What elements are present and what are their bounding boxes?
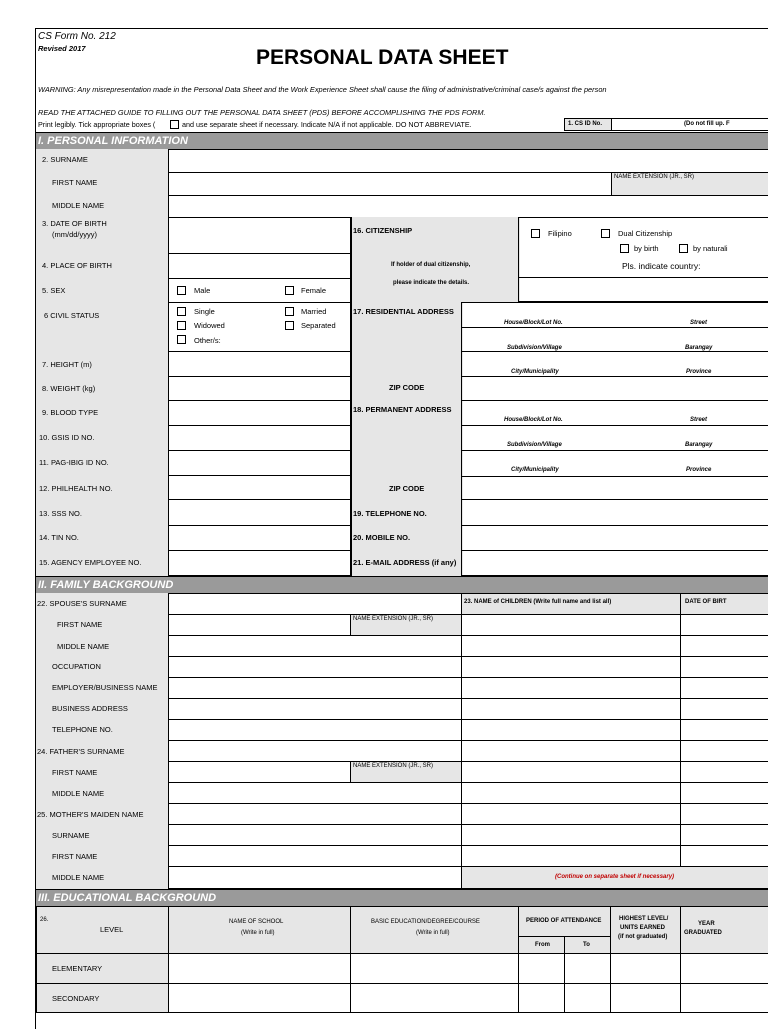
by-birth-checkbox[interactable] xyxy=(620,244,629,253)
sss-field[interactable] xyxy=(168,499,351,526)
mother-maiden-label: 25. MOTHER'S MAIDEN NAME xyxy=(37,810,144,819)
mother-first-name-field[interactable] xyxy=(168,845,462,867)
separated-checkbox[interactable] xyxy=(285,321,294,330)
child-dob-field[interactable] xyxy=(680,698,768,720)
child-dob-field[interactable] xyxy=(680,656,768,678)
child-name-field[interactable] xyxy=(461,824,681,846)
male-label: Male xyxy=(194,286,211,295)
civil-status-label-bg xyxy=(36,302,168,351)
dob-format: (mm/dd/yyyy) xyxy=(52,230,97,239)
child-dob-field[interactable] xyxy=(680,782,768,804)
gsis-field[interactable] xyxy=(168,425,351,451)
edu-to-header: To xyxy=(564,936,611,954)
perm-province-caption: Province xyxy=(686,467,712,473)
business-address-field[interactable] xyxy=(168,698,462,720)
child-name-field[interactable] xyxy=(461,635,681,657)
perm-city-caption: City/Municipality xyxy=(511,467,559,473)
residential-address-label: 17. RESIDENTIAL ADDRESS xyxy=(353,307,454,316)
civil-status-label: 6 CIVIL STATUS xyxy=(44,311,100,320)
pob-label: 4. PLACE OF BIRTH xyxy=(42,261,112,270)
edu-period-header: PERIOD OF ATTENDANCE xyxy=(518,906,611,937)
edu-row-elementary-label: ELEMENTARY xyxy=(36,953,169,984)
mother-maiden-field[interactable] xyxy=(168,803,462,825)
widowed-checkbox[interactable] xyxy=(177,321,186,330)
child-name-field[interactable] xyxy=(461,656,681,678)
spouse-surname-field[interactable] xyxy=(168,593,462,615)
spouse-middle-name-label: MIDDLE NAME xyxy=(57,642,110,651)
edu-level-header: 26. LEVEL xyxy=(36,906,169,954)
male-checkbox[interactable] xyxy=(177,286,186,295)
single-checkbox[interactable] xyxy=(177,307,186,316)
telephone-field[interactable] xyxy=(461,499,768,526)
spouse-middle-name-field[interactable] xyxy=(168,635,462,657)
child-dob-field[interactable] xyxy=(680,761,768,783)
edu-course-header: BASIC EDUCATION/DEGREE/COURSE (Write in full) xyxy=(350,906,519,954)
agency-employee-field[interactable] xyxy=(168,550,351,576)
family-label-bg xyxy=(36,593,168,890)
print-instructions-cont: and use separate sheet if necessary. Indicate N/A if not applicable. DO NOT ABBREVIATE. xyxy=(182,120,472,129)
read-guide-text: READ THE ATTACHED GUIDE TO FILLING OUT THE PERSONAL DATA SHEET (PDS) BEFORE ACCOMPLISHING THE PDS FORM. xyxy=(38,108,486,117)
mobile-label: 20. MOBILE NO. xyxy=(353,533,411,542)
edu-from-field[interactable] xyxy=(518,983,565,1013)
res-subdivision-caption: Subdivision/Village xyxy=(507,345,562,351)
employer-field[interactable] xyxy=(168,677,462,699)
telephone-label: 19. TELEPHONE NO. xyxy=(353,509,427,518)
mother-surname-field[interactable] xyxy=(168,824,462,846)
edu-year-field[interactable] xyxy=(680,953,768,984)
child-name-field[interactable] xyxy=(461,845,681,867)
father-middle-name-field[interactable] xyxy=(168,782,462,804)
others-label: Other/s: xyxy=(194,336,221,345)
father-first-name-label: FIRST NAME xyxy=(52,768,98,777)
continue-note-cell: (Continue on separate sheet if necessary) xyxy=(461,866,768,889)
edu-course-field[interactable] xyxy=(350,983,519,1013)
children-header: 23. NAME of CHILDREN (Write full name and list all) xyxy=(461,593,681,615)
dob-field[interactable] xyxy=(168,217,351,254)
edu-to-field[interactable] xyxy=(564,953,611,984)
edu-school-field[interactable] xyxy=(168,983,351,1013)
tin-label: 14. TIN NO. xyxy=(39,533,79,542)
perm-street-caption: Street xyxy=(690,417,708,423)
by-naturalization-checkbox[interactable] xyxy=(679,244,688,253)
surname-label: 2. SURNAME xyxy=(42,155,88,164)
blood-type-field[interactable] xyxy=(168,400,351,426)
cs-id-label-cell: 1. CS ID No. xyxy=(564,118,612,131)
revised-label: Revised 2017 xyxy=(38,44,86,53)
father-first-name-field[interactable] xyxy=(168,761,351,783)
page-title: PERSONAL DATA SHEET xyxy=(256,46,509,69)
others-checkbox[interactable] xyxy=(177,335,186,344)
edu-school-header: NAME OF SCHOOL (Write in full) xyxy=(168,906,351,954)
name-extension-field[interactable]: NAME EXTENSION (JR., SR) xyxy=(611,172,768,196)
child-name-field[interactable] xyxy=(461,740,681,762)
email-label: 21. E-MAIL ADDRESS (if any) xyxy=(353,558,457,567)
child-dob-field[interactable] xyxy=(680,845,768,867)
widowed-label: Widowed xyxy=(194,321,225,330)
weight-label: 8. WEIGHT (kg) xyxy=(42,384,96,393)
child-dob-field[interactable] xyxy=(680,614,768,636)
first-name-label: FIRST NAME xyxy=(52,178,98,187)
edu-highest-header: HIGHEST LEVEL/ UNITS EARNED (if not graduated) xyxy=(610,906,681,954)
indicate-country-label: Pls. indicate country: xyxy=(622,261,701,271)
surname-field[interactable] xyxy=(168,149,768,173)
child-dob-field[interactable] xyxy=(680,740,768,762)
mobile-field[interactable] xyxy=(461,525,768,551)
employer-label: EMPLOYER/BUSINESS NAME xyxy=(52,683,158,692)
res-province-caption: Province xyxy=(686,369,712,375)
father-surname-label: 24. FATHER'S SURNAME xyxy=(37,747,125,756)
spouse-telephone-field[interactable] xyxy=(168,719,462,741)
edu-row-secondary-label: SECONDARY xyxy=(36,983,169,1013)
tick-example-checkbox xyxy=(170,120,179,129)
res-street-caption: Street xyxy=(690,320,708,326)
child-name-field[interactable] xyxy=(461,614,681,636)
mother-middle-name-field[interactable] xyxy=(168,866,462,889)
height-field[interactable] xyxy=(168,351,351,377)
child-name-field[interactable] xyxy=(461,761,681,783)
permanent-address-label: 18. PERMANENT ADDRESS xyxy=(353,405,452,414)
occupation-field[interactable] xyxy=(168,656,462,678)
philhealth-label: 12. PHILHEALTH NO. xyxy=(39,484,113,493)
mother-surname-label: SURNAME xyxy=(52,831,90,840)
child-name-field[interactable] xyxy=(461,677,681,699)
print-instructions: Print legibly. Tick appropriate boxes ( xyxy=(38,120,156,129)
gsis-label: 10. GSIS ID NO. xyxy=(39,433,95,442)
child-name-field[interactable] xyxy=(461,698,681,720)
edu-course-field[interactable] xyxy=(350,953,519,984)
filipino-checkbox[interactable] xyxy=(531,229,540,238)
section-educational-background: III. EDUCATIONAL BACKGROUND xyxy=(36,889,768,907)
sex-label: 5. SEX xyxy=(42,286,66,295)
edu-highest-field[interactable] xyxy=(610,953,681,984)
edu-year-header: YEAR GRADUATED xyxy=(680,906,768,954)
child-dob-header: DATE OF BIRT xyxy=(680,593,768,615)
height-label: 7. HEIGHT (m) xyxy=(42,360,92,369)
tin-field[interactable] xyxy=(168,525,351,551)
filipino-label: Filipino xyxy=(548,229,572,238)
res-city-caption: City/Municipality xyxy=(511,369,559,375)
middle-name-label: MIDDLE NAME xyxy=(52,201,105,210)
middle-name-field[interactable] xyxy=(168,195,768,218)
dual-note-1: If holder of dual citizenship, xyxy=(391,262,471,268)
father-middle-name-label: MIDDLE NAME xyxy=(52,789,105,798)
res-house-caption: House/Block/Lot No. xyxy=(504,320,563,326)
mother-middle-name-label: MIDDLE NAME xyxy=(52,873,105,882)
dual-note-2: please indicate the details. xyxy=(393,280,470,286)
child-dob-field[interactable] xyxy=(680,677,768,699)
business-address-label: BUSINESS ADDRESS xyxy=(52,704,128,713)
edu-from-field[interactable] xyxy=(518,953,565,984)
single-label: Single xyxy=(194,307,215,316)
mother-first-name-label: FIRST NAME xyxy=(52,852,98,861)
residential-zipcode-label: ZIP CODE xyxy=(389,383,425,392)
child-dob-field[interactable] xyxy=(680,635,768,657)
father-surname-field[interactable] xyxy=(168,740,462,762)
pob-field[interactable] xyxy=(168,253,351,279)
philhealth-field[interactable] xyxy=(168,475,351,500)
pagibig-field[interactable] xyxy=(168,450,351,476)
dual-citizenship-checkbox[interactable] xyxy=(601,229,610,238)
child-dob-field[interactable] xyxy=(680,824,768,846)
country-field[interactable] xyxy=(518,277,768,302)
perm-subdivision-caption: Subdivision/Village xyxy=(507,442,562,448)
edu-school-field[interactable] xyxy=(168,953,351,984)
perm-barangay-caption: Barangay xyxy=(685,442,713,448)
child-dob-field[interactable] xyxy=(680,719,768,741)
dob-label: 3. DATE OF BIRTH xyxy=(42,219,107,228)
spouse-surname-label: 22. SPOUSE'S SURNAME xyxy=(37,599,127,608)
child-dob-field[interactable] xyxy=(680,803,768,825)
permanent-zipcode-label: ZIP CODE xyxy=(389,484,425,493)
by-naturalization-label: by naturali xyxy=(693,244,728,253)
female-checkbox[interactable] xyxy=(285,286,294,295)
citizenship-label: 16. CITIZENSHIP xyxy=(353,226,413,235)
email-field[interactable] xyxy=(461,550,768,576)
child-name-field[interactable] xyxy=(461,782,681,804)
edu-from-header: From xyxy=(518,936,565,954)
sss-label: 13. SSS NO. xyxy=(39,509,82,518)
child-name-field[interactable] xyxy=(461,719,681,741)
section-personal-information: I. PERSONAL INFORMATION xyxy=(36,132,768,150)
agency-employee-label: 15. AGENCY EMPLOYEE NO. xyxy=(39,558,142,567)
perm-house-caption: House/Block/Lot No. xyxy=(504,417,563,423)
spouse-first-name-label: FIRST NAME xyxy=(57,620,103,629)
res-barangay-caption: Barangay xyxy=(685,345,713,351)
child-name-field[interactable] xyxy=(461,803,681,825)
married-label: Married xyxy=(301,307,327,316)
weight-field[interactable] xyxy=(168,376,351,401)
edu-highest-field[interactable] xyxy=(610,983,681,1013)
female-label: Female xyxy=(301,286,327,295)
form-number: CS Form No. 212 xyxy=(38,31,116,42)
blood-type-label: 9. BLOOD TYPE xyxy=(42,408,99,417)
cs-id-field[interactable]: (Do not fill up. F xyxy=(611,118,768,131)
separated-label: Separated xyxy=(301,321,336,330)
section-family-background: II. FAMILY BACKGROUND xyxy=(36,576,768,594)
pagibig-label: 11. PAG-IBIG ID NO. xyxy=(39,458,109,467)
edu-to-field[interactable] xyxy=(564,983,611,1013)
dual-citizenship-label: Dual Citizenship xyxy=(618,229,673,238)
first-name-field[interactable] xyxy=(168,172,612,196)
spouse-first-name-field[interactable] xyxy=(168,614,351,636)
warning-text: WARNING: Any misrepresentation made in the Personal Data Sheet and the Work Experience Sheet shall cause the filing of administrative/criminal case/s against the person xyxy=(38,85,607,94)
spouse-telephone-label: TELEPHONE NO. xyxy=(52,725,113,734)
by-birth-label: by birth xyxy=(634,244,659,253)
married-checkbox[interactable] xyxy=(285,307,294,316)
occupation-label: OCCUPATION xyxy=(52,662,101,671)
spouse-name-ext-field[interactable]: NAME EXTENSION (JR., SR) xyxy=(350,614,462,636)
edu-year-field[interactable] xyxy=(680,983,768,1013)
father-name-ext-field[interactable]: NAME EXTENSION (JR., SR) xyxy=(350,761,462,783)
